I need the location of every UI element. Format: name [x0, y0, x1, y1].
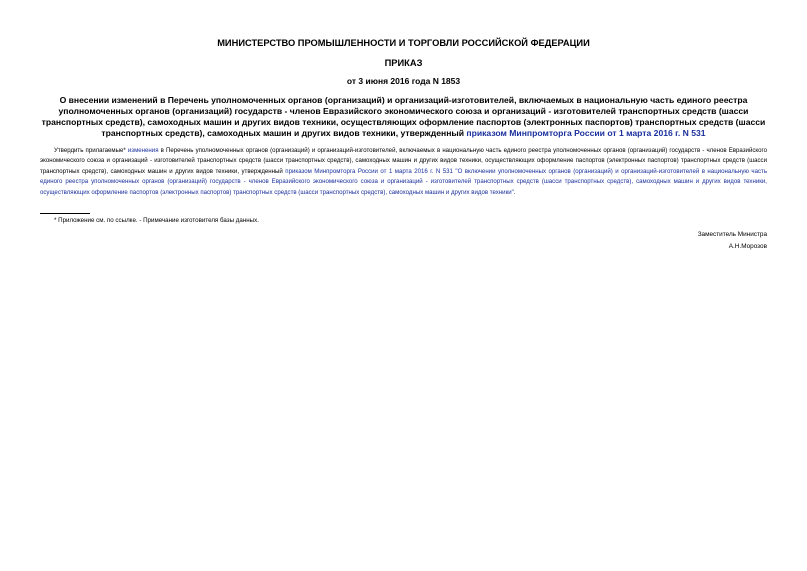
- paragraph-text-2: в Перечень уполномоченных органов (организаций) и организаций-изготовителей, включаемых в национальную часть единого реестра уполномоченных органов (организаций) государств - членов Евразийского экономического союза и организаций - изготовителей транспортных средств (шасси транспортных средств), самоходных машин и других видов техники, осуществляющих оформление паспортов (электронных паспортов) транспортных средств (шасси транспортных средств), самоходных машин и других видов техники, утвержденный: [40, 147, 767, 175]
- title-text: О внесении изменений в Перечень уполномоченных органов (организаций) и организаций-изготовителей, включаемых в национальную часть единого реестра уполномоченных органов (организаций) государств - членов Евразийского экономического союза и организаций - изготовителей транспортных средств (шасси транспортных средств), самоходных машин и других видов техники, осуществляющих оформление паспортов (электронных паспортов) транспортных средств (шасси транспортных средств), самоходных машин и других видов техники, утвержденный: [41, 95, 766, 138]
- order-paragraph: [40, 146, 767, 198]
- document-type: ПРИКАЗ: [384, 58, 423, 68]
- ministry-name: МИНИСТЕРСТВО ПРОМЫШЛЕННОСТИ И ТОРГОВЛИ РОССИЙСКОЙ ФЕДЕРАЦИИ: [217, 38, 590, 48]
- signature-block: [698, 229, 767, 253]
- signer-name: А.Н.Морозов: [728, 243, 767, 250]
- footnote: * Приложение см. по ссылке. - Примечание изготовителя базы данных.: [54, 217, 259, 224]
- document-date: от 3 июня 2016 года N 1853: [346, 76, 461, 86]
- footnote-divider: [40, 213, 90, 214]
- title-order-link[interactable]: приказом Минпромторга России от 1 марта 2016 г. N 531: [466, 128, 706, 138]
- paragraph-text-3: .: [513, 188, 516, 196]
- signer-position: Заместитель Министра: [697, 231, 767, 238]
- changes-link[interactable]: изменения: [127, 147, 159, 154]
- order-531-link[interactable]: приказом Минпромторга России от 1 марта 2016 г. N 531 "О включении уполномоченных органов (организаций) и организаций-изготовителей в национальную часть единого реестра уполномоченных органов (организаций) государств - членов Евразийского экономического союза и организаций - изготовителей транспортных средств (шасси транспортных средств), самоходных машин и других видов техники, осуществляющих оформление паспортов (электронных паспортов) транспортных средств (шасси транспортных средств), самоходных машин и других видов техники": [40, 167, 767, 196]
- document-title: [40, 95, 767, 139]
- paragraph-text-1: Утвердить прилагаемые*: [54, 147, 128, 154]
